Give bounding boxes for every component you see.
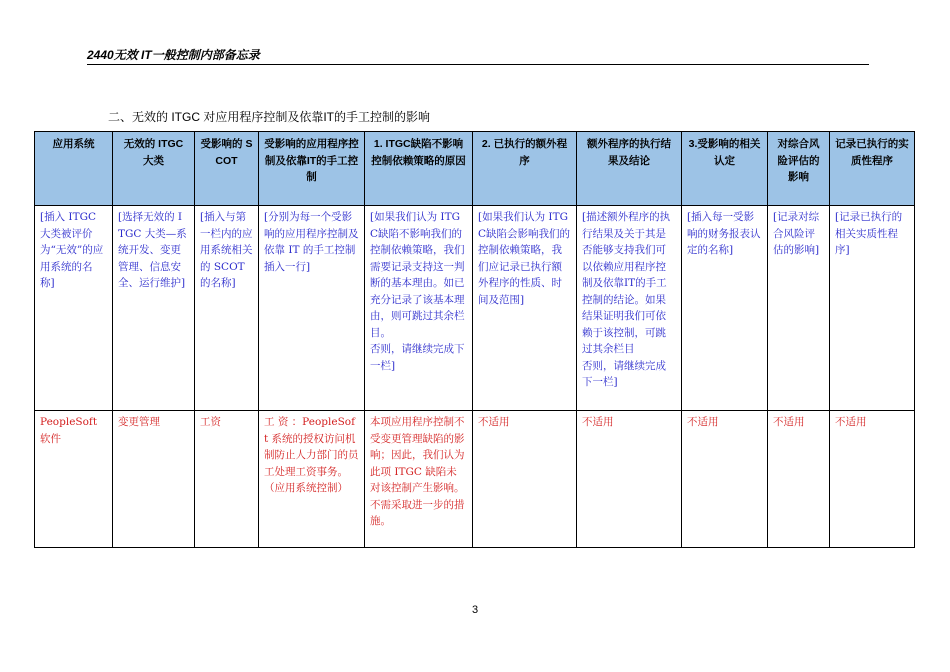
- table-cell: [如果我们认为 ITGC缺陷不影响我们的控制依赖策略，我们需要记录支持这一判断的基本理由。如已充分记录了该基本理由，则可跳过其余栏目。 否则，请继续完成下一栏]: [365, 206, 473, 411]
- table-cell: [记录已执行的相关实质性程序]: [830, 206, 915, 411]
- column-header: 1. ITGC缺陷不影响控制依赖策略的原因: [365, 132, 473, 206]
- table-cell: PeopleSoft 软件: [35, 411, 113, 548]
- table-cell: [插入每一受影响的财务报表认定的名称]: [682, 206, 768, 411]
- column-header: 无效的 ITGC 大类: [113, 132, 195, 206]
- table-cell: [如果我们认为 ITGC缺陷会影响我们的控制依赖策略，我们应记录已执行额外程序的性质、时间及范围]: [473, 206, 577, 411]
- table-cell: 不适用: [830, 411, 915, 548]
- column-header: 额外程序的执行结果及结论: [577, 132, 682, 206]
- column-header: 记录已执行的实质性程序: [830, 132, 915, 206]
- table-cell: 变更管理: [113, 411, 195, 548]
- column-header: 应用系统: [35, 132, 113, 206]
- column-header: 3.受影响的相关认定: [682, 132, 768, 206]
- column-header: 2. 已执行的额外程序: [473, 132, 577, 206]
- column-header: 对综合风险评估的影响: [768, 132, 830, 206]
- impact-table: [34, 131, 915, 548]
- table-cell: [插入与第一栏内的应用系统相关的 SCOT 的名称]: [195, 206, 259, 411]
- page-number: 3: [471, 604, 479, 616]
- section-title: 二、无效的 ITGC 对应用程序控制及依靠IT的手工控制的影响: [108, 110, 430, 124]
- table-cell: 工资: [195, 411, 259, 548]
- table-cell: 不适用: [473, 411, 577, 548]
- example-row: [35, 411, 915, 548]
- table-cell: 不适用: [682, 411, 768, 548]
- table-cell: 工 资 ：PeopleSoft 系统的授权访问机制防止人力部门的员工处理工资事务。（应用系统控制）: [259, 411, 365, 548]
- table-cell: [记录对综合风险评估的影响]: [768, 206, 830, 411]
- table-cell: 本项应用程序控制不受变更管理缺陷的影响；因此，我们认为 此项 ITGC 缺陷未对该控制产生影响。不需采取进一步的措施。: [365, 411, 473, 548]
- column-header: 受影响的应用程序控制及依靠IT的手工控制: [259, 132, 365, 206]
- document-header: 2440无效 IT一般控制内部备忘录: [87, 46, 869, 65]
- column-header: 受影响的 SCOT: [195, 132, 259, 206]
- instruction-row: [35, 206, 915, 411]
- table-cell: [插入 ITGC 大类被评价为“无效”的应用系统的名称]: [35, 206, 113, 411]
- table-cell: [选择无效的 ITGC 大类—系统开发、变更管理、信息安全、运行维护]: [113, 206, 195, 411]
- table-cell: [分别为每一个受影响的应用程序控制及依靠 IT 的手工控制插入一行]: [259, 206, 365, 411]
- table-header-row: [35, 132, 915, 206]
- table-cell: 不适用: [768, 411, 830, 548]
- table-cell: 不适用: [577, 411, 682, 548]
- table-cell: [描述额外程序的执行结果及关于其是否能够支持我们可以依赖应用程序控制及依靠IT的手工控制的结论。如果结果证明我们可依赖于该控制，可跳过其余栏目 否则，请继续完成下一栏]: [577, 206, 682, 411]
